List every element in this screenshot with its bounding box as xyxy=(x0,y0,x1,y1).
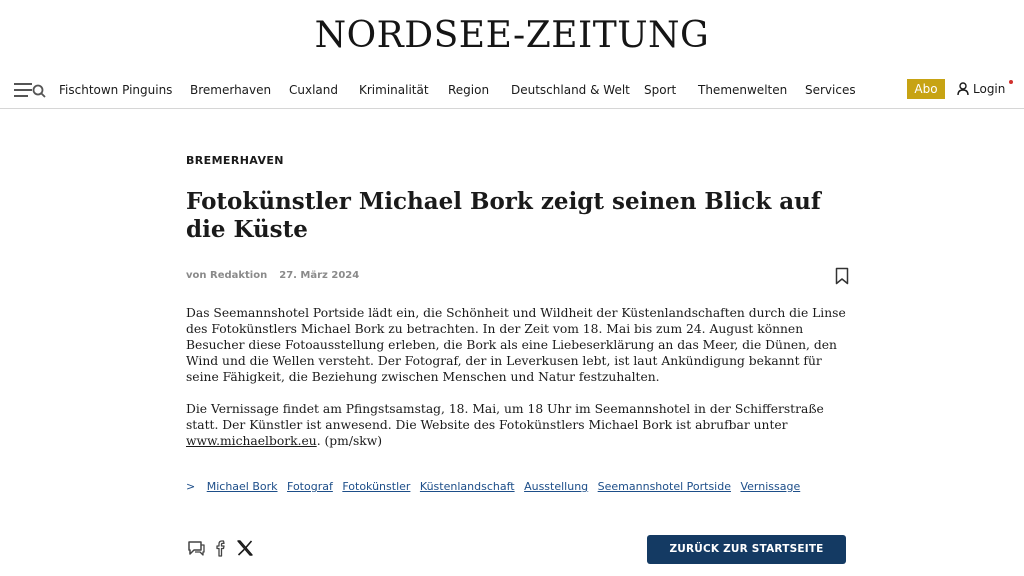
tag-link[interactable]: Fotokünstler xyxy=(342,480,411,493)
user-icon xyxy=(957,82,969,96)
notification-dot xyxy=(1009,80,1013,84)
bookmark-icon[interactable] xyxy=(835,267,849,285)
tag-link[interactable]: Vernissage xyxy=(740,480,801,493)
nav-item-kriminalitaet[interactable]: Kriminalität xyxy=(359,83,429,97)
tag-list xyxy=(186,480,806,494)
tag-link[interactable]: Fotograf xyxy=(287,480,333,493)
nav-item-cuxland[interactable]: Cuxland xyxy=(289,83,338,97)
site-logo[interactable]: NORDSEE-ZEITUNG xyxy=(314,15,710,56)
menu-search-icon[interactable] xyxy=(14,81,48,99)
nav-item-deutschland-welt[interactable]: Deutschland & Welt xyxy=(511,83,630,97)
facebook-icon[interactable] xyxy=(211,538,231,558)
article-paragraph: Das Seemannshotel Portside lädt ein, die Schönheit und Wildheit der Küstenlandschaften durch die Linse des Fotokünstlers Michael Bork zu betrachten. In der Zeit vom 18. Mai bis zum 24. August können Besucher diese Fotoausstellung erleben, die Bork als eine Liebeserklärung an das Meer, die Dünen, den Wind und die Wellen versteht. Der Fotograf, der in Leverkusen lebt, ist laut Ankündigung bekannt für seine Fähigkeit, die Beziehung zwischen Menschen und Natur festzuhalten. xyxy=(186,306,846,384)
nav-item-region[interactable]: Region xyxy=(448,83,490,97)
website-link[interactable]: www.michaelbork.eu xyxy=(186,434,317,448)
nav-item-services[interactable]: Services xyxy=(805,83,856,97)
x-icon[interactable] xyxy=(235,538,255,558)
paragraph-suffix: . (pm/skw) xyxy=(316,434,383,448)
nav-item-sport[interactable]: Sport xyxy=(644,83,677,97)
tag-link[interactable]: Küstenlandschaft xyxy=(419,480,515,493)
article-kicker[interactable]: BREMERHAVEN xyxy=(186,154,284,167)
back-to-homepage-button[interactable]: ZURÜCK ZUR STARTSEITE xyxy=(647,535,846,564)
comment-icon[interactable] xyxy=(186,538,206,558)
nav-item-bremerhaven[interactable]: Bremerhaven xyxy=(190,83,272,97)
login-label: Login xyxy=(973,82,1006,96)
main-navigation xyxy=(0,72,1024,109)
tag-link[interactable]: Ausstellung xyxy=(524,480,589,493)
article-title: Fotokünstler Michael Bork zeigt seinen Blick auf die Küste xyxy=(186,188,821,243)
tag-link[interactable]: Michael Bork xyxy=(206,480,278,493)
paragraph-text: Die Vernissage findet am Pfingstsamstag, 18. Mai, um 18 Uhr im Seemannshotel in der Schifferstraße statt. Der Künstler ist anwesend. Die Website des Fotokünstlers Michael Bork ist abrufbar unter xyxy=(186,402,824,432)
nav-item-fischtown-pinguins[interactable]: Fischtown Pinguins xyxy=(59,83,173,97)
article-author: von Redaktion xyxy=(186,270,268,281)
article-date: 27. März 2024 xyxy=(279,270,360,281)
article-paragraph xyxy=(186,401,856,449)
tags-arrow: > xyxy=(186,480,196,493)
abo-button[interactable]: Abo xyxy=(907,79,945,99)
article-byline xyxy=(186,270,359,281)
tag-link[interactable]: Seemannshotel Portside xyxy=(597,480,731,493)
nav-item-themenwelten[interactable]: Themenwelten xyxy=(698,83,788,97)
